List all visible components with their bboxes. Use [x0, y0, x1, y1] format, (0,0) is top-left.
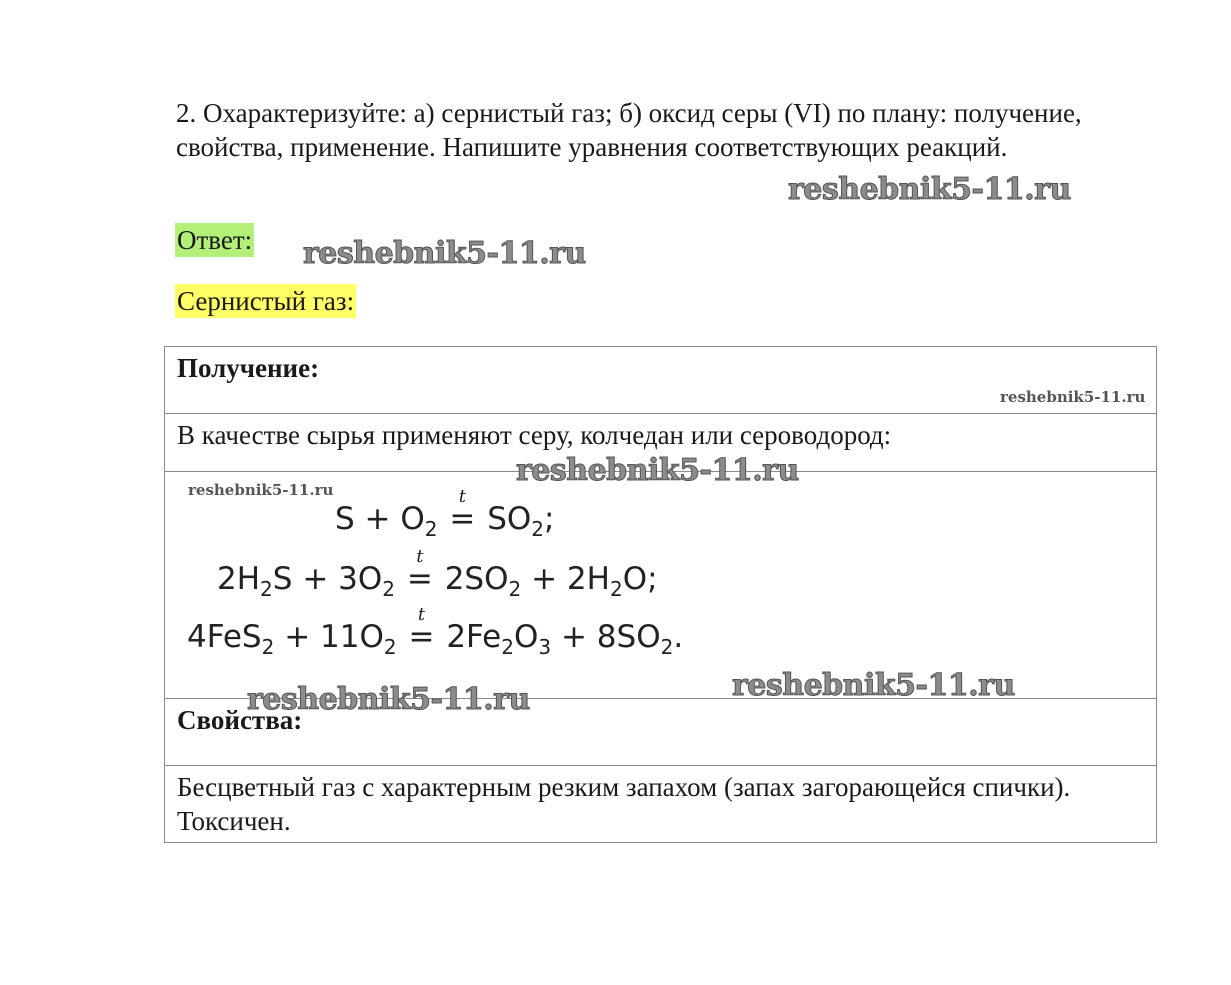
watermark: reshebnik5-11.ru	[188, 481, 334, 499]
equals-sign: t =	[408, 604, 435, 655]
properties-text: Бесцветный газ с характерным резким запахом (запах загорающейся спички). Токсичен.	[165, 766, 1157, 843]
raw-materials-text: В качестве сырья применяют серу, колчедан или сероводород:	[165, 414, 1157, 472]
watermark: reshebnik5-11.ru	[516, 453, 799, 488]
equations-cell	[165, 472, 1157, 699]
answer-label: Ответ:	[177, 225, 253, 255]
watermark: reshebnik5-11.ru	[1000, 388, 1146, 406]
watermark: reshebnik5-11.ru	[732, 668, 1015, 703]
question-text: 2. Охарактеризуйте: а) сернистый газ; б) оксид серы (VI) по плану: получение, свойства, применение. Напишите уравнения соответствующих реакций.	[176, 98, 1082, 162]
equation-3: $4FeS_2 + 11O_2$ t = $2Fe_2O_3 + 8SO_2$.	[187, 604, 684, 659]
section-label: Сернистый газ:	[177, 286, 355, 316]
equals-sign: t =	[406, 546, 433, 597]
heading-production: Получение:	[165, 347, 1157, 414]
equation-2: $2H_2S + 3O_2$ t = $2SO_2 + 2H_2O$;	[217, 546, 658, 601]
watermark: reshebnik5-11.ru	[303, 236, 586, 271]
heading-properties: Свойства:	[165, 699, 1157, 766]
properties-table	[164, 346, 1157, 843]
equals-sign: t =	[449, 486, 476, 537]
watermark: reshebnik5-11.ru	[247, 682, 530, 717]
equation-1: $S + O_2$ t = $SO_2$;	[335, 486, 555, 541]
watermark: reshebnik5-11.ru	[788, 172, 1071, 207]
